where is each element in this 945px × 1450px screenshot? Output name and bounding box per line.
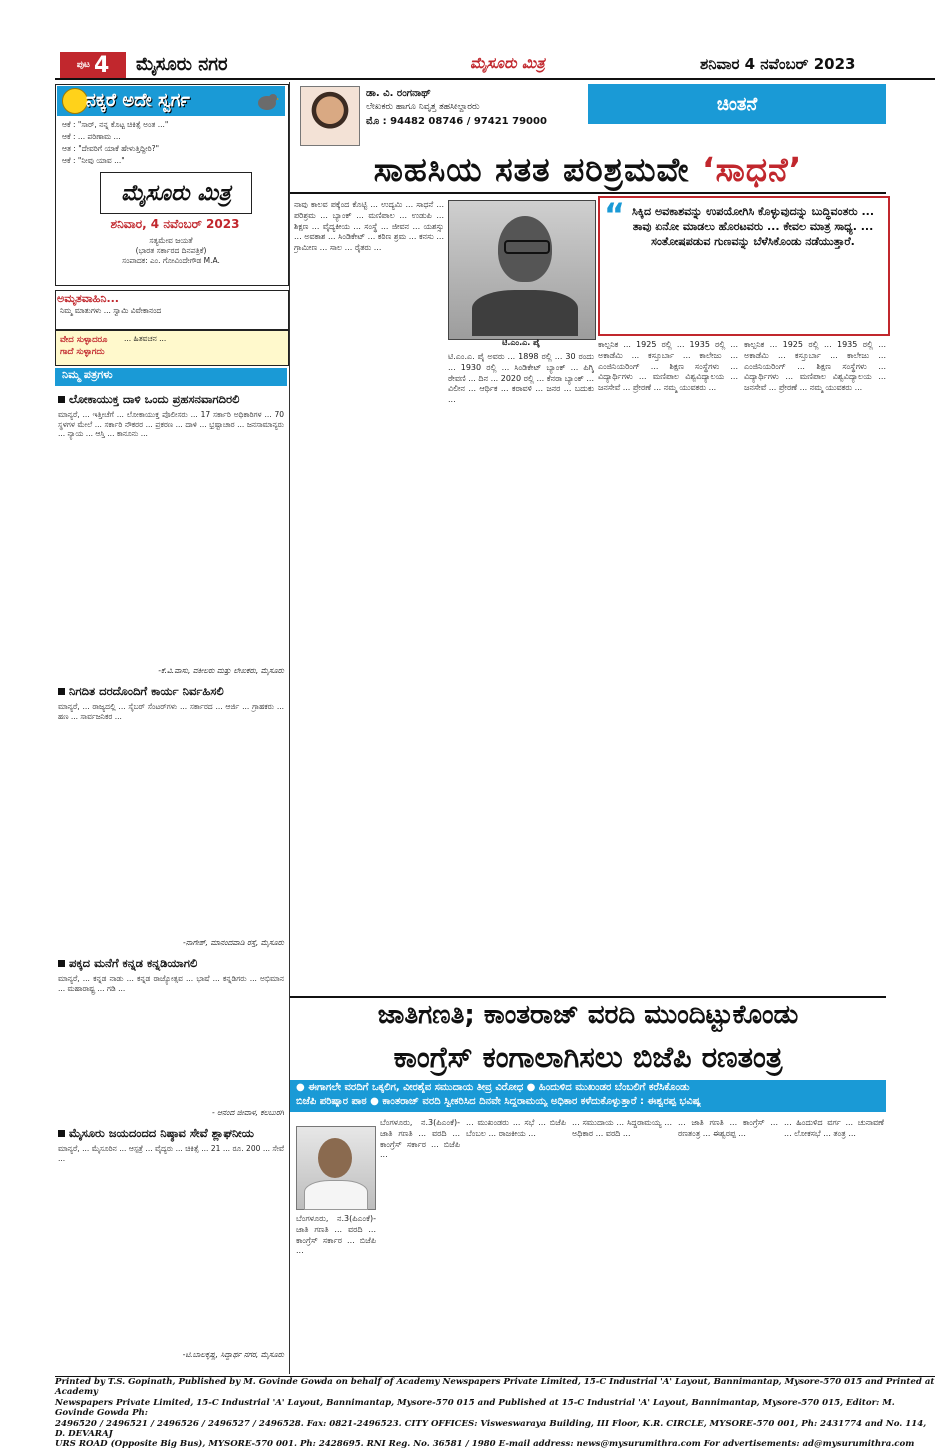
date-line: ಶನಿವಾರ 4 ನವೆಂಬರ್ 2023 <box>700 55 856 73</box>
letter-sign: -ಟಿ.ಬಾಲಕೃಷ್ಣ, ಸಿದ್ದಾರ್ಥ ನಗರ, ಮೈಸೂರು <box>182 1350 284 1359</box>
article-column: ... ಸಮುದಾಯ ... ಸಿದ್ದರಾಮಯ್ಯ ... ಅಧಿಕಾರ ... ವರದಿ ... <box>572 1118 672 1138</box>
portrait-caption: ಟಿ.ಎಂ.ಎ. ಪೈ <box>502 338 540 347</box>
bullet-line: ● ಈಗಾಗಲೇ ವರದಿಗೆ ಒಕ್ಕಲಿಗ, ವೀರಶೈವ ಸಮುದಾಯ ತೀವ್ರ ವಿರೋಧ ● ಹಿಂದುಳಿದ ಮುಖಂಡರ ಬೆಂಬಲಿಗೆ ಕರೆಸಿಕೊಂಡು <box>296 1082 690 1093</box>
letter-title <box>58 684 286 698</box>
letter-sign: -ಕೆ.ವಿ.ವಾಸು, ವಕೀಲರು ಮತ್ತು ಲೇಖಕರು, ಮೈಸೂರು <box>158 666 284 675</box>
portrait-body <box>472 290 578 336</box>
second-headline-line2: ಕಾಂಗ್ರೆಸ್ ಕಂಗಾಲಾಗಿಸಲು ಬಿಜೆಪಿ ರಣತಂತ್ರ <box>393 1040 783 1074</box>
article-column: ... ಹಿಂದುಳಿದ ವರ್ಗ ... ಚುನಾವಣೆ ... ಲೋಕಸಭೆ ... ತಂತ್ರ ... <box>784 1118 884 1138</box>
bullet-line: ಬಿಜೆಪಿ ಪರಿಷ್ಕಾರ ಪಾಠ ● ಕಾಂತರಾಜ್ ವರದಿ ಸ್ವೀಕರಿಸಿದ ದಿನವೇ ಸಿದ್ದರಾಮಯ್ಯ ಅಧಿಕಾರ ಕಳೆದುಕೊಳ್ಳುತ್ತಾರೆ : ಈಶ್ವರಪ್ಪ ಭವಿಷ್ಯ <box>296 1096 701 1107</box>
imprint-line: Printed by T.S. Gopinath, Published by M. Govinde Gowda on behalf of Academy Newspapers Private Limited, 15-C Industrial 'A' Layout, Bannimantap, Mysore-570 015 and Printed at Academy <box>55 1377 935 1398</box>
humor-line: ಆತ : "ದೇವರಿಗೆ ಯಾಕೆ ಹೇಳುತ್ತಿದ್ದೀರಿ?" <box>62 144 160 153</box>
article-column: ಕಾಲ್ಪನಿಕ ... 1925 ರಲ್ಲಿ ... 1935 ರಲ್ಲಿ ... ಅಕಾಡೆಮಿ ... ಕಸ್ತೂರ್ಬಾ ... ಕಾಲೇಜು ... ಎಂಜಿನಿಯರಿಂಗ್ ... ಶಿಕ್ಷಣ ಸಂಸ್ಥೆಗಳು ... ವಿದ್ಯಾರ್ಥಿಗಳು ... ಮಣಿಪಾಲ ವಿಶ್ವವಿದ್ಯಾಲಯ ... ಜನಸೇವೆ ... ಪ್ರೇರಣೆ ... ನಮ್ಮ ಯುವಕರು ... <box>744 340 886 393</box>
masthead-date: ಶನಿವಾರ, 4 ನವೆಂಬರ್ 2023 <box>110 217 240 231</box>
second-headline-line1: ಜಾತಿಗಣತಿ; ಕಾಂತರಾಜ್ ವರದಿ ಮುಂದಿಟ್ಟುಕೊಂಡು <box>377 1000 799 1030</box>
letter-body: ಮಾನ್ಯರೆ, ... ರಾಜ್ಯದಲ್ಲಿ ... ಸೈಬರ್ ಸೆಂಟರ್‌ಗಳು ... ಸರ್ಕಾರದ ... ಆರ್ಜಿ ... ಗ್ರಾಹಕರು ... ಹಣ ... ಸಾರ್ವಜನಿಕರ ... <box>58 702 284 721</box>
imprint-footer <box>55 1376 935 1450</box>
article-column: ಬೆಂಗಳೂರು, ನ.3(ಪಿಎಂಕೆ)- ಜಾತಿ ಗಣತಿ ... ವರದಿ ... ಕಾಂಗ್ರೆಸ್ ಸರ್ಕಾರ ... ಬಿಜೆಪಿ ... <box>296 1214 376 1256</box>
page-label: ಪುಟ <box>76 60 90 70</box>
main-headline-text: ಸಾಹಸಿಯ ಸತತ ಪರಿಶ್ರಮವೇ <box>373 150 690 189</box>
quote-box-title: ಅಮೃತವಾಹಿನಿ... <box>57 292 119 305</box>
letter-sign: -ನಾಗೇಶ್, ಮಾನಂದವಾಡಿ ರಸ್ತೆ, ಮೈಸೂರು <box>182 938 284 947</box>
letter-title-text: ನಿಗದಿತ ದರದೊಂದಿಗೆ ಕಾರ್ಯ ನಿರ್ವಹಿಸಲಿ <box>69 684 224 698</box>
author-photo <box>300 86 360 146</box>
proverb-text: ... ಹಿತವಚನ ... <box>124 334 167 343</box>
letter-title-text: ಮೈಸೂರು ಜಯದಂದದ ನಿಷ್ಠಾವ ಸೇವೆ ಶ್ಲಾಘನೀಯ <box>69 1126 254 1140</box>
main-headline <box>290 148 886 192</box>
letter-title <box>58 1126 286 1140</box>
letter-title-text: ಪಕ್ಕದ ಮನೆಗೆ ಕನ್ನಡ ಕನ್ನಡಿಯಾಗಲಿ <box>69 956 198 970</box>
letter-body: ಮಾನ್ಯರೆ, ... ಮೈಸೂರಿನ ... ಆಸ್ಪತ್ರೆ ... ವೈದ್ಯರು ... ಚಿಕಿತ್ಸೆ ... 21 ... ರೂ. 200 ... ಸೇವೆ ... <box>58 1144 284 1163</box>
masthead-info-line: ಸತ್ಯಮೇವ ಜಯತೆ <box>149 236 193 245</box>
bullet-square-icon <box>58 960 65 967</box>
author-name: ಡಾ. ವಿ. ರಂಗನಾಥ್ <box>366 88 431 99</box>
politician-face <box>318 1138 352 1178</box>
article-column: ನಾವು ಕಾಲವ ಪಕ್ಕೆಂದ ಕೊಟ್ಟಿ ... ಉದ್ಯಮಿ ... ಸಾಧನೆ ... ಪರಿಶ್ರಮ ... ಬ್ಯಾಂಕ್ ... ಮಣಿಪಾಲ ... ಉಡುಪಿ ... ಶಿಕ್ಷಣ ... ವೈದ್ಯಕೀಯ ... ಸಂಸ್ಥೆ ... ಜೀವನ ... ಯಶಸ್ಸು ... ಅವಕಾಶ ... ಸಿಂಡಿಕೇಟ್ ... ಕಠಿಣ ಶ್ರಮ ... ಕನಸು ... ಗ್ರಾಮೀಣ ... ಸಾಲ ... ರೈತರು ... <box>294 200 444 253</box>
headline-rule <box>290 192 886 194</box>
bird-icon <box>255 90 279 112</box>
masthead-mini: ಮೈಸೂರು ಮಿತ್ರ <box>470 54 545 72</box>
letters-header-label: ನಿಮ್ಮ ಪತ್ರಗಳು <box>62 368 113 381</box>
bullet-square-icon <box>58 396 65 403</box>
humor-line: ಆಕೆ : "ಸಾರ್, ನನ್ನ ಕೊಟ್ಟ ಚಿಕಿತ್ಸೆ ಅಂತ ..." <box>62 120 169 129</box>
quote-mark-icon: “ <box>604 196 626 234</box>
column-title-badge: ಚಿಂತನೆ <box>588 84 886 124</box>
page-number: 4 <box>93 52 110 78</box>
bullet-square-icon <box>58 688 65 695</box>
letter-sign: - ಆನಂದ ಜೀವಾಳ, ಕಲಬುರಗಿ <box>211 1108 284 1117</box>
humor-line: ಆಕೆ : ... ಪರಿಣಾಮ ... <box>62 132 121 141</box>
column-divider <box>289 82 290 1374</box>
masthead-info-line: (ಭಾರತ ಸರ್ಕಾರದ ದಿನಪತ್ರಿಕೆ) <box>135 246 207 255</box>
proverb-title: ವೇದ ಸುಳ್ಳಾದರೂ ಗಾದೆ ಸುಳ್ಳಾಗದು <box>60 335 108 357</box>
masthead-info-line: ಸಂಪಾದಕ: ಎಂ. ಗೋವಿಂದೇಗೌಡ M.A. <box>122 256 220 265</box>
page-number-badge <box>60 52 126 78</box>
letter-body: ಮಾನ್ಯರೆ, ... ಇತ್ತೀಚೆಗೆ ... ಲೋಕಾಯುಕ್ತ ಪೊಲೀಸರು ... 17 ಸರ್ಕಾರಿ ಅಧಿಕಾರಿಗಳ ... 70 ಸ್ಥಳಗಳ ಮೇಲೆ ... ಸರ್ಕಾರಿ ನೌಕರರ ... ಪ್ರಕರಣ ... ದಾಳಿ ... ಭ್ರಷ್ಟಾಚಾರ ... ಜನಸಾಮಾನ್ಯರು ... ನ್ಯಾಯ ... ಆಸ್ತಿ ... ಕಾನೂನು ... <box>58 410 284 439</box>
pull-quote-text: ಸಿಕ್ಕಿದ ಅವಕಾಶವನ್ನು ಉಪಯೋಗಿಸಿ ಕೊಳ್ಳುವುದನ್ನು ಬುದ್ಧಿವಂತರು ... ತಾವು ಏನೋ ಮಾಡಲು ಹೊರಟವರು ... ಕೇವಲ ಮಾತ್ರ ಸಾಧ್ಯ. ... ಸಂತೋಷಪಡುವ ಗುಣವನ್ನು ಬೆಳೆಸಿಕೊಂಡು ನಡೆಯುತ್ತಾರೆ. <box>631 205 875 248</box>
imprint-line: Newspapers Private Limited, 15-C Industrial 'A' Layout, Bannimantap, Mysore-570 015 and Published at 15-C Industrial 'A' Layout, Bannimantap, Mysore-570 015, Editor: M. Govinde Gowda Ph: <box>55 1397 895 1419</box>
quote-box-text: ನಿಮ್ಮ ಮಾತುಗಳು ... ಸ್ವಾಮಿ ವಿವೇಕಾನಂದ <box>60 306 162 315</box>
masthead-info <box>60 236 282 266</box>
article-column: ಟಿ.ಎಂ.ಎ. ಪೈ ಅವರು ... 1898 ರಲ್ಲಿ ... 30 ರಂದು ... 1930 ರಲ್ಲಿ ... ಸಿಂಡಿಕೇಟ್ ಬ್ಯಾಂಕ್ ... ಪಿಗ್ಮಿ ಠೇವಣಿ ... ದಿನ ... 2020 ರಲ್ಲಿ ... ಕೆನರಾ ಬ್ಯಾಂಕ್ ... ವಿಲೀನ ... ಆರ್ಥಿಕ ... ಕರಾವಳಿ ... ಜನರ ... ಬದುಕು ... <box>448 352 594 405</box>
politician-body <box>304 1180 368 1210</box>
laughing-face-icon <box>62 88 88 114</box>
section-rule <box>290 996 886 998</box>
main-headline-quote: ‘ಸಾಧನೆ’ <box>702 150 803 189</box>
glasses-icon <box>504 240 550 254</box>
imprint-line: 2496520 / 2496521 / 2496526 / 2496527 / 2496528. Fax: 0821-2496523. CITY OFFICES: Visweswaraya Building, III Floor, K.R. CIRCLE, MYSORE-570 001, Ph: 2431774 and No. 114, D. DEVARAJ <box>55 1418 927 1440</box>
article-column: ಬೆಂಗಳೂರು, ನ.3(ಪಿಎಂಕೆ)- ಜಾತಿ ಗಣತಿ ... ವರದಿ ... ಕಾಂಗ್ರೆಸ್ ಸರ್ಕಾರ ... ಬಿಜೆಪಿ ... <box>380 1118 460 1160</box>
article-column: ... ಜಾತಿ ಗಣತಿ ... ಕಾಂಗ್ರೆಸ್ ... ರಣತಂತ್ರ ... ಈಶ್ವರಪ್ಪ ... <box>678 1118 778 1138</box>
masthead-box: ಮೈಸೂರು ಮಿತ್ರ <box>100 172 252 214</box>
article-column: ... ಮುಖಂಡರು ... ಸಭೆ ... ಬಿಜೆಪಿ ಬೆಂಬಲ ... ರಾಜಕೀಯ ... <box>466 1118 566 1138</box>
humor-line: ಆಕೆ : "ನೀವು ಯಾವ ..." <box>62 156 125 165</box>
author-role: ಲೇಖಕರು ಹಾಗೂ ನಿವೃತ್ತ ತಹಸೀಲ್ದಾರರು <box>366 102 480 112</box>
humor-title: ನಕ್ಕರೆ ಅದೇ ಸ್ವರ್ಗ <box>86 90 190 111</box>
author-phone: ಮೊ : 94482 08746 / 97421 79000 <box>366 116 547 127</box>
letter-title-text: ಲೋಕಾಯುಕ್ತ ದಾಳಿ ಒಂದು ಪ್ರಹಸನವಾಗದಿರಲಿ <box>69 392 240 406</box>
letter-body: ಮಾನ್ಯರೆ, ... ಕನ್ನಡ ನಾಡು ... ಕನ್ನಡ ರಾಜ್ಯೋತ್ಸವ ... ಭಾಷೆ ... ಕನ್ನಡಿಗರು ... ಅಭಿಮಾನ ... ಮಹಾರಾಷ್ಟ್ರ ... ಗಡಿ ... <box>58 974 284 993</box>
section-name: ಮೈಸೂರು ನಗರ <box>136 54 228 75</box>
article-column: ಕಾಲ್ಪನಿಕ ... 1925 ರಲ್ಲಿ ... 1935 ರಲ್ಲಿ ... ಅಕಾಡೆಮಿ ... ಕಸ್ತೂರ್ಬಾ ... ಕಾಲೇಜು ... ಎಂಜಿನಿಯರಿಂಗ್ ... ಶಿಕ್ಷಣ ಸಂಸ್ಥೆಗಳು ... ವಿದ್ಯಾರ್ಥಿಗಳು ... ಮಣಿಪಾಲ ವಿಶ್ವವಿದ್ಯಾಲಯ ... ಜನಸೇವೆ ... ಪ್ರೇರಣೆ ... ನಮ್ಮ ಯುವಕರು ... <box>598 340 738 393</box>
bullet-square-icon <box>58 1130 65 1137</box>
letter-title <box>58 392 286 406</box>
imprint-line: URS ROAD (Opposite Big Bus), MYSORE-570 001. Ph: 2428695. RNI Reg. No. 36581 / 1980 E-mail address: news@mysurumithra.com For advertisements: ad@mysurumithra.com <box>55 1439 915 1450</box>
letter-title <box>58 956 286 970</box>
